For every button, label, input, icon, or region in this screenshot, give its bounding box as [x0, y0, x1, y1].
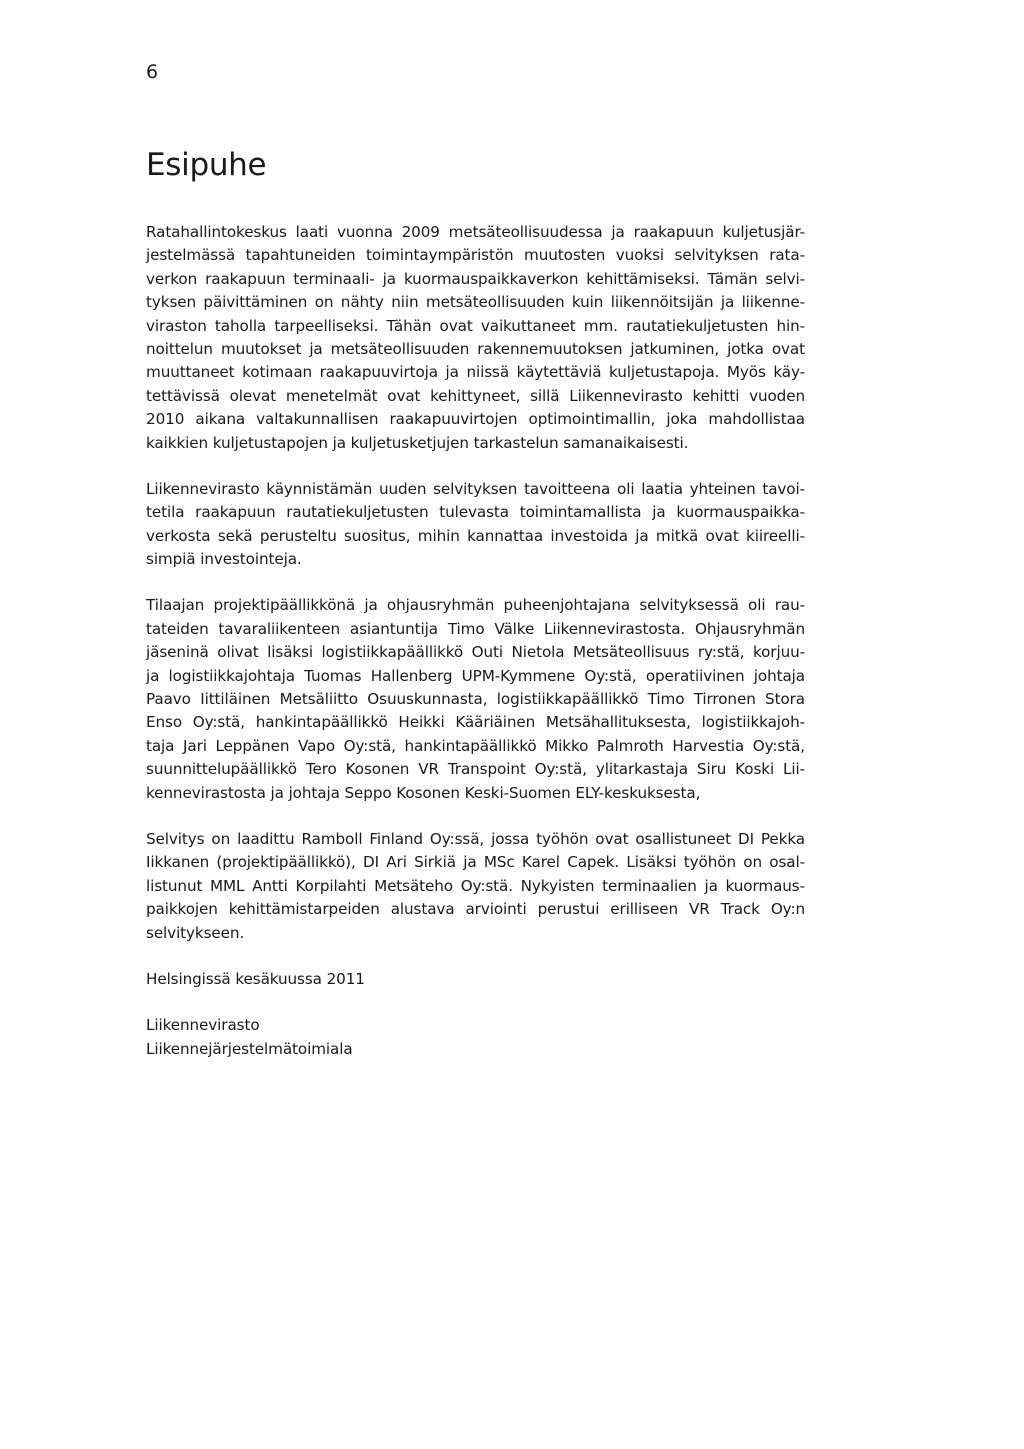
text-line: Ratahallintokeskus laati vuonna 2009 metsäteollisuudessa ja raakapuun kuljetusjär- — [146, 223, 805, 241]
text-line: taja Jari Leppänen Vapo Oy:stä, hankintapäällikkö Mikko Palmroth Harvestia Oy:stä, — [146, 736, 805, 755]
text-line: verkosta sekä perusteltu suositus, mihin kannattaa investoida ja mitkä ovat kiireelli- — [146, 526, 805, 545]
text-line: ja logistiikkajohtaja Tuomas Hallenberg UPM-Kymmene Oy:stä, operatiivinen johtaja — [146, 666, 805, 685]
paragraph-goal — [146, 478, 805, 572]
signature-department: Liikennejärjestelmätoimiala — [146, 1039, 353, 1058]
text-line: 2010 aikana valtakunnallisen raakapuuvirtojen optimointimallin, joka mahdollistaa — [146, 410, 805, 429]
text-line: jestelmässä tapahtuneiden toimintaympäristön muutosten vuoksi selvityksen rata- — [146, 246, 805, 265]
paragraph-intro — [146, 221, 805, 455]
text-line: Paavo Iittiläinen Metsäliitto Osuuskunnasta, logistiikkapäällikkö Timo Tirronen Stora — [146, 690, 805, 709]
signature-block — [146, 1014, 805, 1061]
text-line: viraston taholla tarpeelliseksi. Tähän ovat vaikuttaneet mm. rautatiekuljetusten hin- — [146, 316, 805, 335]
text-line: suunnittelupäällikkö Tero Kosonen VR Transpoint Oy:stä, ylitarkastaja Siru Koski Lii- — [146, 760, 805, 779]
paragraph-authors — [146, 828, 805, 945]
text-line: Iikkanen (projektipäällikkö), DI Ari Sirkiä ja MSc Karel Capek. Lisäksi työhön on osal- — [146, 853, 805, 872]
text-line: tateiden tavaraliikenteen asiantuntija Timo Välke Liikennevirastosta. Ohjausryhmän — [146, 619, 805, 638]
signature-organization: Liikennevirasto — [146, 1016, 260, 1035]
text-line: kaikkien kuljetustapojen ja kuljetusketjujen tarkastelun samanaikaisesti. — [146, 433, 689, 452]
place-date: Helsingissä kesäkuussa 2011 — [146, 969, 365, 988]
text-line: muuttaneet kotimaan raakapuuvirtoja ja niissä käytettäviä kuljetustapoja. Myös käy- — [146, 363, 805, 382]
text-line: Selvitys on laadittu Ramboll Finland Oy:ssä, jossa työhön ovat osallistuneet DI Pekka — [146, 829, 805, 848]
text-line: listunut MML Antti Korpilahti Metsäteho Oy:stä. Nykyisten terminaalien ja kuormaus- — [146, 876, 805, 895]
page-number: 6 — [146, 61, 159, 83]
text-line: jäseninä olivat lisäksi logistiikkapäällikkö Outi Nietola Metsäteollisuus ry:stä, korjuu- — [146, 643, 805, 662]
page-title: Esipuhe — [146, 147, 267, 183]
text-line: verkon raakapuun terminaali- ja kuormauspaikkaverkon kehittämiseksi. Tämän selvi- — [146, 269, 805, 288]
text-line: Enso Oy:stä, hankintapäällikkö Heikki Kääriäinen Metsähallituksesta, logistiikkajoh- — [146, 713, 805, 732]
text-line: kennevirastosta ja johtaja Seppo Kosonen Keski-Suomen ELY-keskuksesta, — [146, 783, 701, 802]
text-line: noittelun muutokset ja metsäteollisuuden rakennemuutoksen jatkuminen, jotka ovat — [146, 339, 805, 358]
body-text — [146, 221, 805, 1061]
text-line: simpiä investointeja. — [146, 550, 302, 569]
text-line: paikkojen kehittämistarpeiden alustava arviointi perustui erilliseen VR Track Oy:n — [146, 900, 805, 919]
paragraph-steering-group — [146, 594, 805, 805]
text-line: tettävissä olevat menetelmät ovat kehittyneet, sillä Liikennevirasto kehitti vuoden — [146, 386, 805, 405]
text-line: selvitykseen. — [146, 923, 245, 942]
text-line: Liikennevirasto käynnistämän uuden selvityksen tavoitteena oli laatia yhteinen tavoi- — [146, 479, 805, 498]
text-line: tetila raakapuun rautatiekuljetusten tulevasta toimintamallista ja kuormauspaikka- — [146, 503, 805, 522]
text-line: tyksen päivittäminen on nähty niin metsäteollisuuden kuin liikennöitsijän ja liikenne- — [146, 293, 805, 312]
text-line: Tilaajan projektipäällikkönä ja ohjausryhmän puheenjohtajana selvityksessä oli rau- — [146, 596, 805, 615]
